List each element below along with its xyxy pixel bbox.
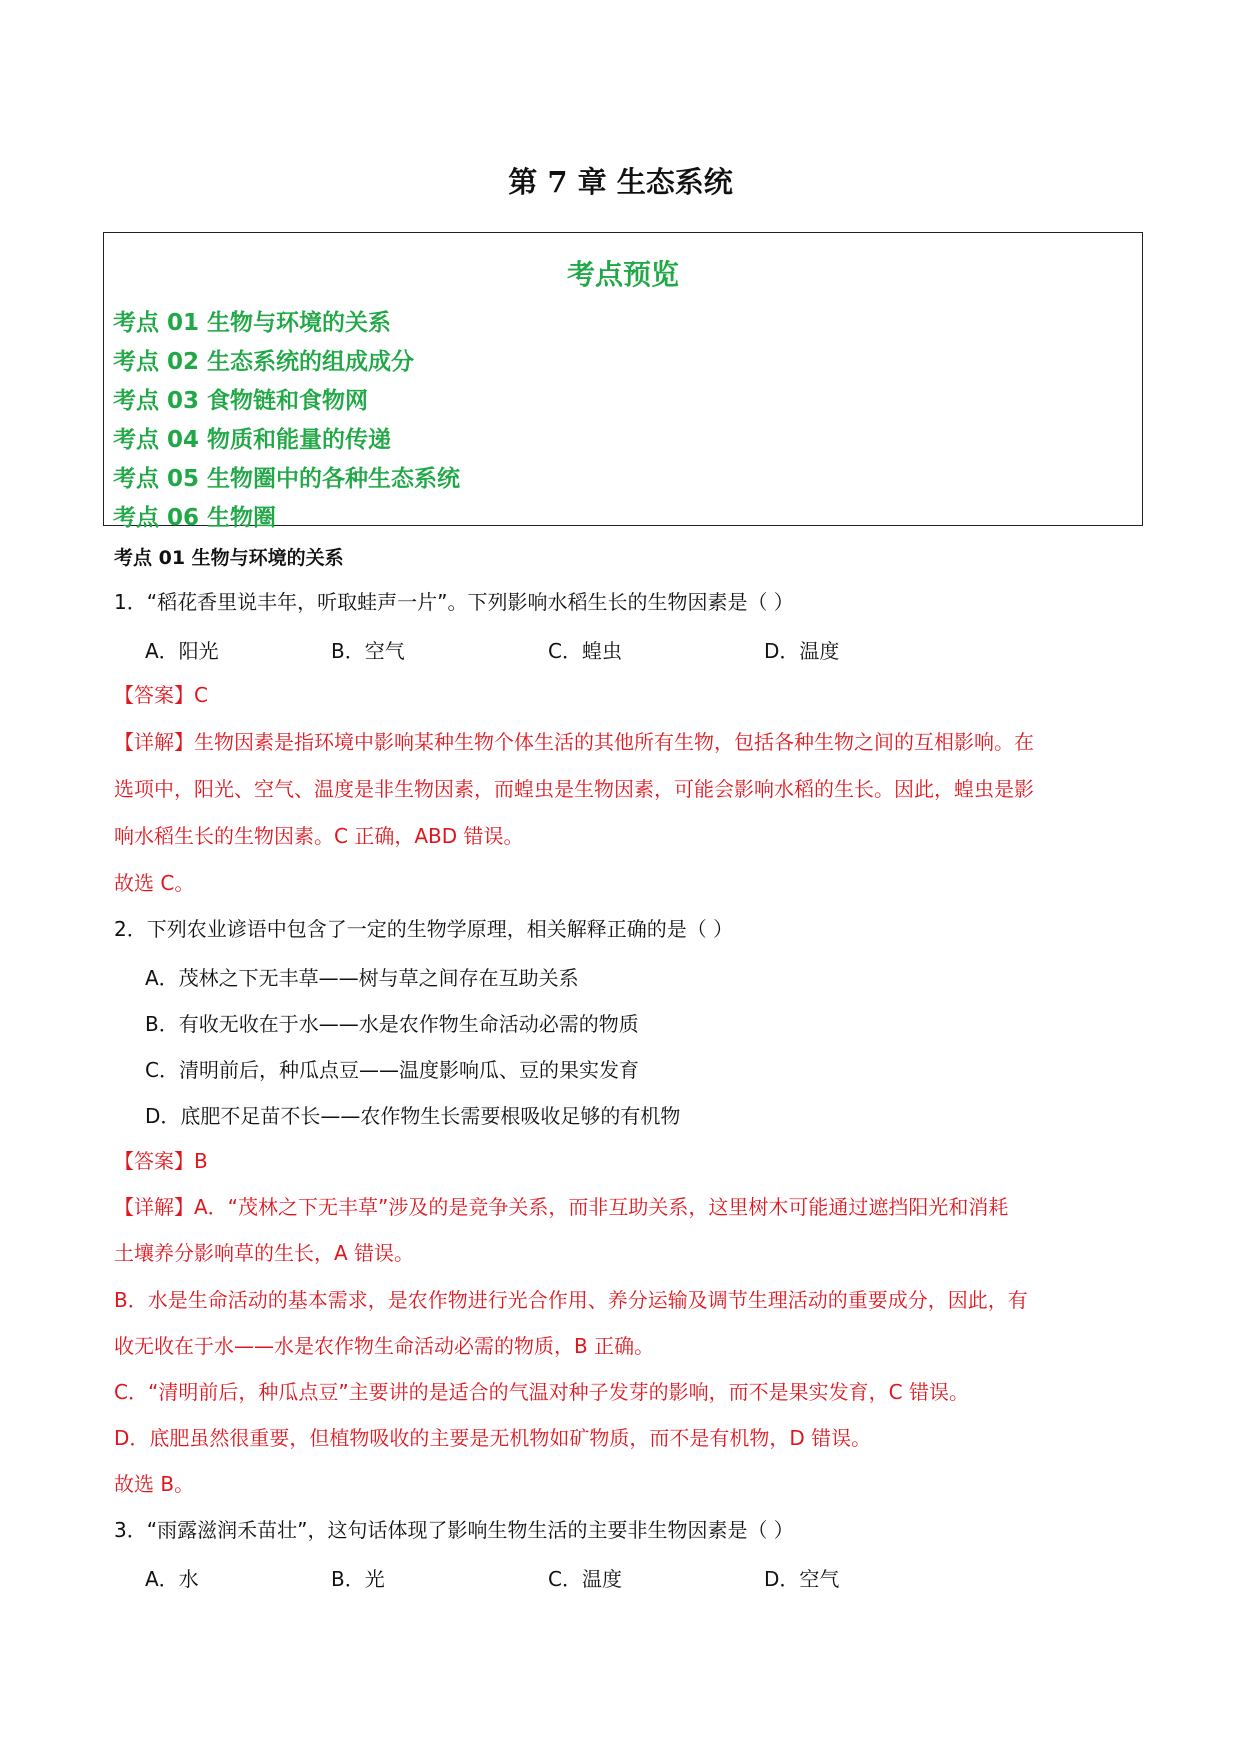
- q3-option-b: B．光: [331, 1567, 385, 1591]
- page-title: 第 7 章 生态系统: [508, 165, 733, 199]
- q1-conclusion: 故选 C。: [114, 871, 195, 895]
- q2-detail-line: 【详解】A．“茂林之下无丰草”涉及的是竞争关系，而非互助关系，这里树木可能通过遮挡阳光和消耗: [114, 1195, 1009, 1219]
- q2-detail-line: 收无收在于水——水是农作物生命活动必需的物质，B 正确。: [114, 1334, 655, 1358]
- q2-detail-line: 土壤养分影响草的生长，A 错误。: [114, 1241, 415, 1265]
- key-points-preview-box: [103, 232, 1143, 531]
- preview-heading: 考点预览: [566, 258, 679, 291]
- q1-detail-line: 选项中，阳光、空气、温度是非生物因素，而蝗虫是生物因素，可能会影响水稻的生长。因此，蝗虫是影: [114, 777, 1034, 801]
- preview-item-06: 考点 06 生物圈: [113, 505, 277, 531]
- q1-option-b: B．空气: [331, 639, 405, 663]
- q3-option-d: D．空气: [764, 1567, 840, 1591]
- q2-option-c: C．清明前后，种瓜点豆——温度影响瓜、豆的果实发育: [145, 1058, 639, 1082]
- preview-item-03: 考点 03 食物链和食物网: [113, 388, 369, 414]
- preview-item-01: 考点 01 生物与环境的关系: [113, 310, 392, 336]
- section-title: 考点 01 生物与环境的关系: [114, 547, 344, 569]
- q2-detail-line: C．“清明前后，种瓜点豆”主要讲的是适合的气温对种子发芽的影响，而不是果实发育，C 错误。: [114, 1380, 970, 1404]
- q1-option-d: D．温度: [764, 639, 840, 663]
- q2-option-b: B．有收无收在于水——水是农作物生命活动必需的物质: [145, 1012, 639, 1036]
- q2-detail-line: D．底肥虽然很重要，但植物吸收的主要是无机物如矿物质，而不是有机物，D 错误。: [114, 1426, 872, 1450]
- q2-answer: 【答案】B: [114, 1149, 208, 1173]
- question-3-stem: 3．“雨露滋润禾苗壮”，这句话体现了影响生物生活的主要非生物因素是（ ）: [114, 1518, 794, 1542]
- preview-item-04: 考点 04 物质和能量的传递: [113, 427, 392, 453]
- q3-option-c: C．温度: [548, 1567, 622, 1591]
- q1-option-a: A．阳光: [145, 639, 219, 663]
- q2-option-d: D．底肥不足苗不长——农作物生长需要根吸收足够的有机物: [145, 1104, 681, 1128]
- q2-option-a: A．茂林之下无丰草——树与草之间存在互助关系: [145, 966, 579, 990]
- question-1-stem: 1．“稻花香里说丰年，听取蛙声一片”。下列影响水稻生长的生物因素是（ ）: [114, 590, 794, 614]
- q3-option-a: A．水: [145, 1567, 199, 1591]
- question-2-stem: 2．下列农业谚语中包含了一定的生物学原理，相关解释正确的是（ ）: [114, 917, 734, 941]
- q1-option-c: C．蝗虫: [548, 639, 622, 663]
- q1-detail-line: 【详解】生物因素是指环境中影响某种生物个体生活的其他所有生物，包括各种生物之间的互相影响。在: [114, 730, 1034, 754]
- preview-item-02: 考点 02 生态系统的组成成分: [113, 349, 415, 375]
- preview-item-05: 考点 05 生物圈中的各种生态系统: [113, 466, 461, 492]
- q2-detail-line: B．水是生命活动的基本需求，是农作物进行光合作用、养分运输及调节生理活动的重要成分，因此，有: [114, 1288, 1028, 1312]
- q2-conclusion: 故选 B。: [114, 1472, 195, 1496]
- q1-answer: 【答案】C: [114, 683, 208, 707]
- q1-detail-line: 响水稻生长的生物因素。C 正确，ABD 错误。: [114, 824, 524, 848]
